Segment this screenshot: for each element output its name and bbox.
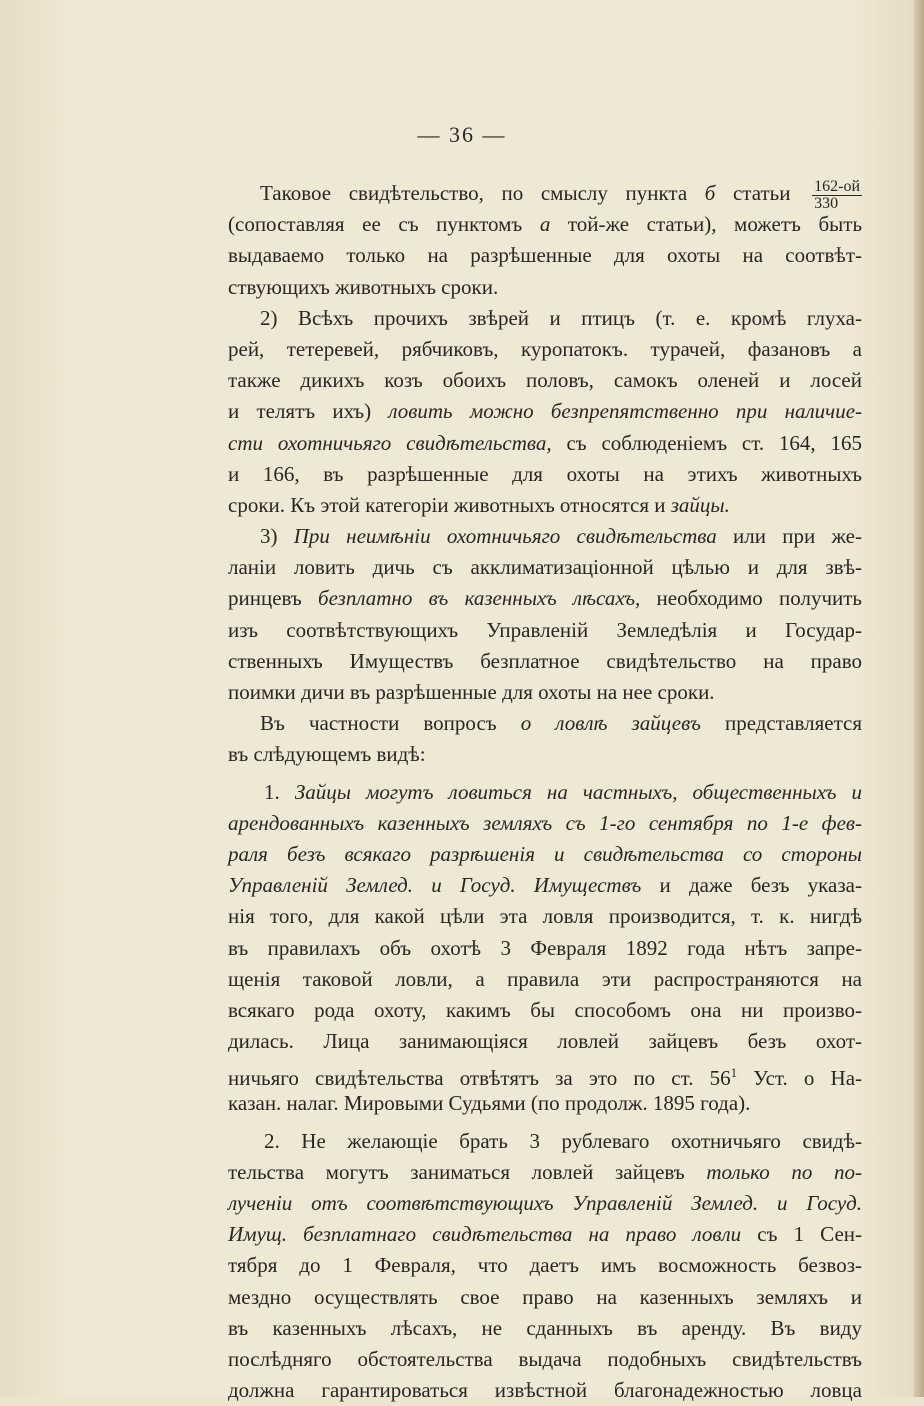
page-number: — 36 — <box>417 122 507 147</box>
text-line: ственныхъ Имуществъ безплатное свидѣтельство на право <box>228 648 862 673</box>
text-line: мездно осуществлять свое право на казенныхъ земляхъ и <box>228 1284 862 1309</box>
text-line: нія того, для какой цѣли эта ловля производится, т. к. нигдѣ <box>228 904 862 929</box>
text-line: выдаваемо только на разрѣшенные для охоты на соотвѣт- <box>228 243 862 268</box>
text-line: сти охотничьяго свидѣтельства, съ соблюденіемъ ст. 164, 165 <box>228 430 862 455</box>
text-line: лученіи отъ соотвѣтствующихъ Управленій Землед. и Госуд. <box>228 1191 862 1215</box>
text-line: 1. Зайцы могутъ ловиться на частныхъ, общественныхъ и <box>264 779 863 804</box>
text-line: казан. налаг. Мировыми Судьями (по продолж. 1895 года). <box>228 1091 751 1116</box>
text-line: Таковое свидѣтельство, по смыслу пункта б статьи $\frac{162-ой}{330}$ <box>260 177 861 212</box>
text-line: Имущ. безплатнаго свидѣтельства на право ловли съ 1 Сен- <box>228 1222 862 1247</box>
text-line: ничьяго свидѣтельства отвѣтятъ за это по ст. $56^1$ Уст. о На- <box>228 1065 863 1091</box>
text-line: сроки. Къ этой категоріи животныхъ относятся и зайцы. <box>228 492 730 517</box>
text-line: также дикихъ козъ обоихъ половъ, самокъ оленей и лосей <box>228 368 862 393</box>
text-line: (сопоставляя ее съ пунктомъ а той-же статьи), можетъ быть <box>228 212 863 237</box>
text-line: въ казенныхъ лѣсахъ, не сданныхъ въ аренду. Въ виду <box>228 1315 862 1340</box>
fraction-reference: $\frac{162-ой}{330}$ <box>814 177 861 212</box>
text-line: раля безъ всякаго разрѣшенія и свидѣтельства со стороны <box>228 841 862 866</box>
text-line: послѣдняго обстоятельства выдача подобныхъ свидѣтельствъ <box>228 1346 862 1371</box>
text-line: поимки дичи въ разрѣшенные для охоты на нее сроки. <box>228 680 715 704</box>
text-line: изъ соотвѣтствующихъ Управленій Земледѣлія и Государ- <box>228 617 862 642</box>
text-line: Управленій Землед. и Госуд. Имуществъ и даже безъ указа- <box>228 873 862 898</box>
text-line: 2) Всѣхъ прочихъ звѣрей и птицъ (т. е. кромѣ глуха- <box>260 305 862 330</box>
text-line: тября до 1 Февраля, что даетъ имъ восможность безвоз- <box>228 1253 862 1278</box>
text-line: и 166, въ разрѣшенные для охоты на этихъ животныхъ <box>228 461 862 486</box>
text-line: ствующихъ животныхъ сроки. <box>228 274 499 299</box>
text-line: щенія таковой ловли, а правила эти распространяются на <box>228 966 862 991</box>
text-line: должна гарантироваться извѣстной благонадежностью ловца <box>228 1378 862 1403</box>
text-line: ринцевъ безплатно въ казенныхъ лѣсахъ, необходимо получить <box>228 586 863 611</box>
text-line: 2. Не желающіе брать 3 рублеваго охотничьяго свидѣ- <box>264 1128 862 1153</box>
text-line: арендованныхъ казенныхъ земляхъ съ 1-го сентября по 1-е фев- <box>228 810 862 835</box>
text-line: рей, тетеревей, рябчиковъ, куропатокъ. турачей, фазановъ а <box>228 336 862 361</box>
text-line: всякаго рода охоту, какимъ бы способомъ она ни произво- <box>228 997 862 1022</box>
text-line: въ слѣдующемъ видѣ: <box>228 742 426 767</box>
body-text <box>228 178 862 1406</box>
text-line: въ правилахъ объ охотѣ 3 Февраля 1892 года нѣтъ запре- <box>228 935 862 960</box>
text-line: Въ частности вопросъ о ловлѣ зайцевъ представляется <box>260 711 863 736</box>
text-line: дилась. Лица занимающіяся ловлей зайцевъ безъ охот- <box>228 1029 862 1054</box>
text-line: 3) При неимѣніи охотничьяго свидѣтельства или при же- <box>260 524 862 549</box>
text-line: и телятъ ихъ) ловить можно безпрепятственно при наличие- <box>228 399 863 424</box>
text-line: ланіи ловить дичь съ акклиматизаціонной цѣлью и для звѣ- <box>228 555 862 580</box>
text-line: тельства могутъ заниматься ловлей зайцевъ только по по- <box>228 1159 862 1184</box>
page-edge <box>914 0 924 1397</box>
